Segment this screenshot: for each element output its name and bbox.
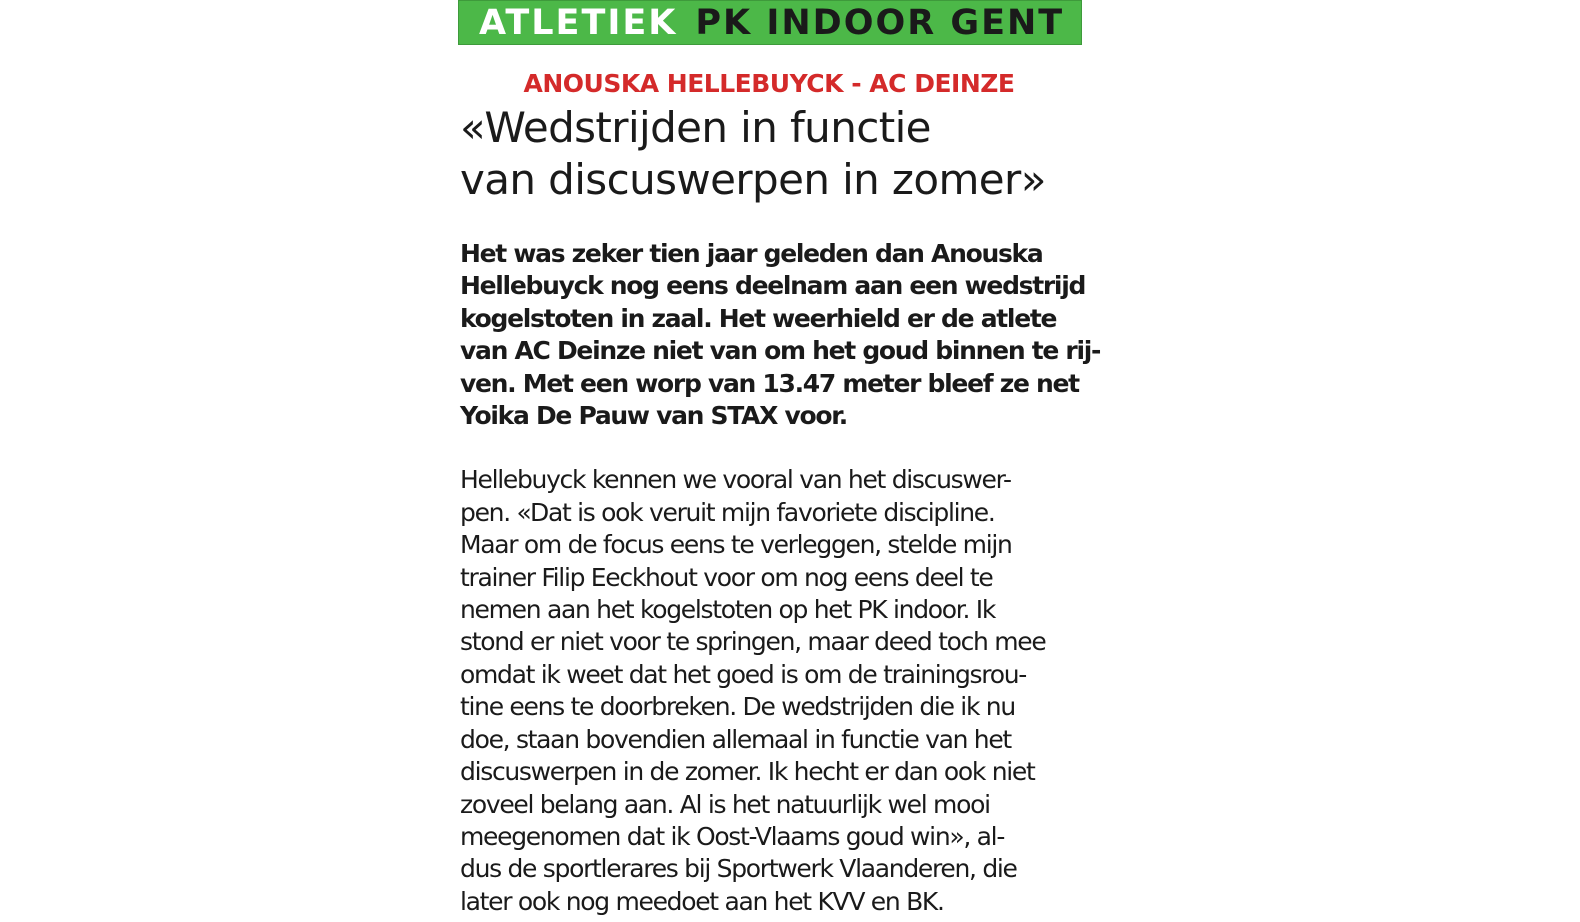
article-lead: [460, 238, 1101, 432]
lead-line: van AC Deinze niet van om het goud binnen te rij-: [460, 336, 1101, 366]
article-body: [460, 464, 1085, 918]
lead-line: kogelstoten in zaal. Het weerhield er de atlete: [460, 303, 1057, 333]
body-line: omdat ik weet dat het goed is om de trainingsrou-: [460, 659, 1026, 689]
lead-line: Hellebuyck nog eens deelnam aan een wedstrijd: [460, 271, 1086, 301]
headline-line: van discuswerpen in zomer»: [460, 155, 1046, 204]
section-category: ATLETIEK: [479, 2, 678, 43]
body-line: dus de sportlerares bij Sportwerk Vlaanderen, die: [460, 854, 1017, 884]
section-banner: [458, 0, 1082, 45]
body-line: pen. «Dat is ook veruit mijn favoriete discipline.: [460, 497, 995, 527]
body-line: tine eens te doorbreken. De wedstrijden die ik nu: [460, 692, 1015, 722]
section-title: PK INDOOR GENT: [695, 2, 1065, 43]
headline-line: «Wedstrijden in functie: [460, 103, 931, 152]
body-line: Hellebuyck kennen we vooral van het discuswer-: [460, 465, 1011, 495]
article-headline: [460, 102, 1085, 206]
article-kicker: ANOUSKA HELLEBUYCK - AC DEINZE: [523, 69, 1015, 98]
body-line: discuswerpen in de zomer. Ik hecht er dan ook niet: [460, 757, 1035, 787]
lead-line: Yoika De Pauw van STAX voor.: [460, 401, 847, 431]
body-line: nemen aan het kogelstoten op het PK indoor. Ik: [460, 595, 996, 625]
body-line: zoveel belang aan. Al is het natuurlijk wel mooi: [460, 789, 990, 819]
body-line: stond er niet voor te springen, maar deed toch mee: [460, 627, 1046, 657]
body-line: doe, staan bovendien allemaal in functie van het: [460, 724, 1011, 754]
body-line: meegenomen dat ik Oost-Vlaams goud win», al-: [460, 821, 1005, 851]
body-line: trainer Filip Eeckhout voor om nog eens deel te: [460, 562, 993, 592]
body-line: later ook nog meedoet aan het KVV en BK.: [460, 886, 944, 916]
lead-line: ven. Met een worp van 13.47 meter bleef ze net: [460, 368, 1079, 398]
lead-line: Het was zeker tien jaar geleden dan Anouska: [460, 239, 1043, 268]
article: [460, 0, 1101, 918]
body-line: Maar om de focus eens te verleggen, stelde mijn: [460, 530, 1012, 560]
